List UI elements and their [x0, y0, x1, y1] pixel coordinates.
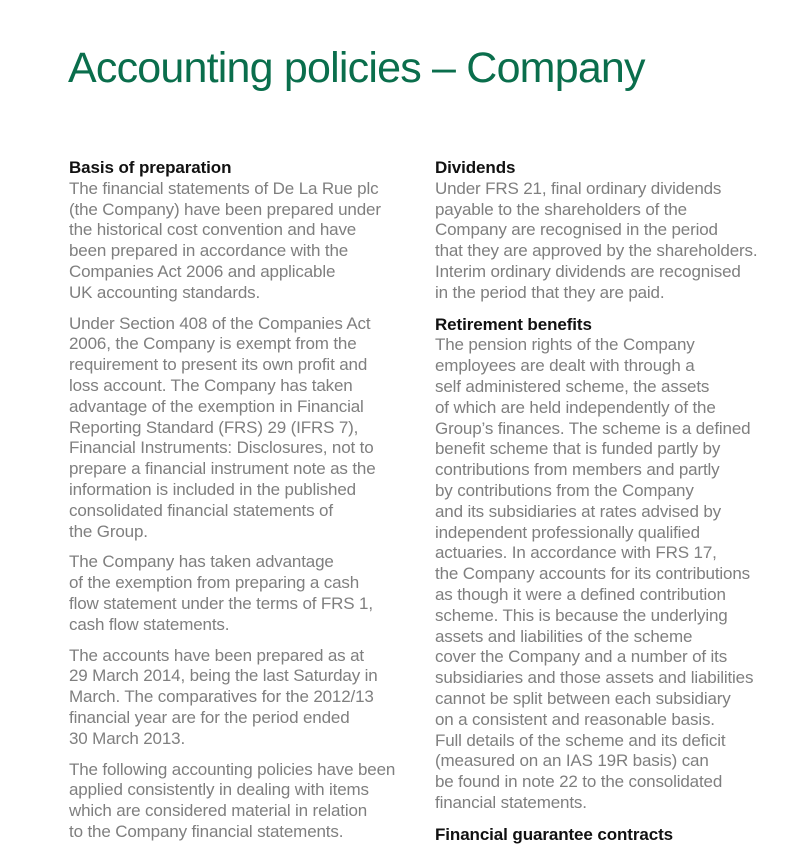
text-line: by contributions from the Company: [435, 480, 694, 500]
text-line: The following accounting policies have been: [69, 759, 396, 779]
text-line: The pension rights of the Company: [435, 335, 695, 355]
section-financial-guarantee-contracts: [435, 825, 807, 846]
text-line: the historical cost convention and have: [69, 220, 357, 240]
text-line: assets and liabilities of the scheme: [435, 626, 693, 646]
paragraph: [69, 760, 419, 843]
text-line: Full details of the scheme and its deficit: [435, 730, 726, 750]
text-line: employees are dealt with through a: [435, 356, 695, 376]
text-line: actuaries. In accordance with FRS 17,: [435, 543, 717, 563]
text-line: Interim ordinary dividends are recognised: [435, 261, 741, 281]
text-line: Reporting Standard (FRS) 29 (IFRS 7),: [69, 417, 359, 437]
paragraph: [435, 335, 807, 813]
right-column: [435, 158, 807, 857]
text-line: on a consistent and reasonable basis.: [435, 709, 715, 729]
text-line: payable to the shareholders of the: [435, 199, 687, 219]
text-line: benefit scheme that is funded partly by: [435, 439, 721, 459]
text-line: 30 March 2013.: [69, 728, 186, 748]
paragraph: [69, 646, 419, 750]
section-heading: Retirement benefits: [435, 314, 592, 334]
text-line: advantage of the exemption in Financial: [69, 396, 364, 416]
text-line: in the period that they are paid.: [435, 282, 665, 302]
text-line: of the exemption from preparing a cash: [69, 573, 360, 593]
paragraph: [69, 314, 419, 543]
left-column: [69, 158, 419, 854]
section-heading: Dividends: [435, 158, 516, 177]
text-line: The accounts have been prepared as at: [69, 645, 364, 665]
text-line: The Company has taken advantage: [69, 552, 334, 572]
text-line: financial statements.: [435, 792, 587, 812]
text-line: Group’s finances. The scheme is a defined: [435, 418, 751, 438]
text-line: Financial Instruments: Disclosures, not to: [69, 438, 374, 458]
text-line: (measured on an IAS 19R basis) can: [435, 751, 709, 771]
paragraph: [69, 552, 419, 635]
text-line: requirement to present its own profit and: [69, 355, 368, 375]
text-line: prepare a financial instrument note as the: [69, 459, 376, 479]
text-line: Under FRS 21, final ordinary dividends: [435, 178, 722, 198]
text-line: cannot be split between each subsidiary: [435, 688, 731, 708]
section-retirement-benefits: [435, 315, 807, 814]
page-title: Accounting policies – Company: [68, 44, 645, 92]
text-line: subsidiaries and those assets and liabilities: [435, 668, 754, 688]
text-line: Companies Act 2006 and applicable: [69, 261, 336, 281]
text-line: the Company accounts for its contributions: [435, 564, 750, 584]
text-line: scheme. This is because the underlying: [435, 605, 728, 625]
text-line: flow statement under the terms of FRS 1,: [69, 593, 373, 613]
text-line: of which are held independently of the: [435, 397, 716, 417]
text-line: consolidated financial statements of: [69, 500, 333, 520]
text-line: information is included in the published: [69, 479, 356, 499]
text-line: that they are approved by the shareholders.: [435, 241, 758, 261]
section-dividends: [435, 158, 807, 304]
text-line: UK accounting standards.: [69, 282, 261, 302]
text-line: and its subsidiaries at rates advised by: [435, 501, 721, 521]
text-line: cover the Company and a number of its: [435, 647, 728, 667]
section-heading: Financial guarantee contracts: [435, 824, 674, 844]
text-line: applied consistently in dealing with items: [69, 780, 369, 800]
text-line: to the Company financial statements.: [69, 821, 344, 841]
text-line: contributions from members and partly: [435, 460, 720, 480]
text-line: March. The comparatives for the 2012/13: [69, 687, 374, 707]
text-line: self administered scheme, the assets: [435, 376, 710, 396]
text-line: financial year are for the period ended: [69, 707, 350, 727]
text-line: Under Section 408 of the Companies Act: [69, 313, 371, 333]
text-line: which are considered material in relation: [69, 801, 368, 821]
text-line: 29 March 2014, being the last Saturday in: [69, 666, 378, 686]
paragraph: [69, 179, 419, 304]
text-line: the Group.: [69, 521, 148, 541]
section-basis-of-preparation: [69, 158, 419, 843]
text-line: been prepared in accordance with the: [69, 241, 349, 261]
text-line: as though it were a defined contribution: [435, 584, 726, 604]
text-line: independent professionally qualified: [435, 522, 700, 542]
text-line: The financial statements of De La Rue plc: [69, 178, 379, 198]
section-heading: Basis of preparation: [69, 158, 232, 177]
text-line: 2006, the Company is exempt from the: [69, 334, 357, 354]
paragraph: [435, 179, 807, 304]
text-line: loss account. The Company has taken: [69, 375, 353, 395]
text-line: Company are recognised in the period: [435, 220, 718, 240]
text-line: be found in note 22 to the consolidated: [435, 772, 723, 792]
text-line: cash flow statements.: [69, 614, 230, 634]
text-line: (the Company) have been prepared under: [69, 199, 381, 219]
